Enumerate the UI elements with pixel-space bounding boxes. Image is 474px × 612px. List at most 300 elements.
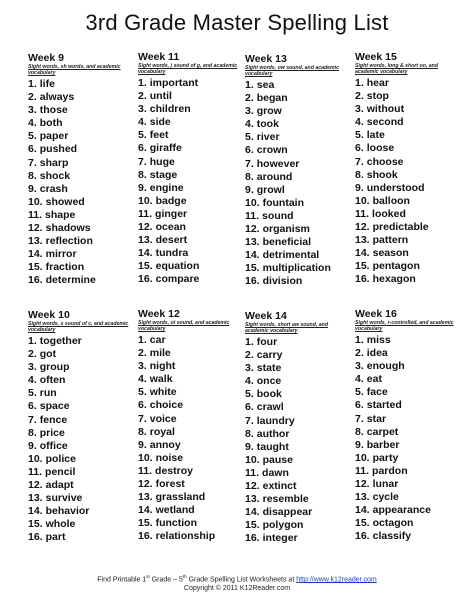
list-item: [355, 103, 463, 116]
list-item: [28, 222, 136, 235]
footer-line-1: [0, 572, 474, 584]
list-item: [245, 158, 353, 171]
list-item: [355, 399, 463, 412]
item-number: 14.: [28, 248, 43, 261]
item-number: 3.: [355, 103, 364, 116]
spelling-word: crash: [39, 182, 68, 195]
list-item: [138, 116, 246, 129]
item-number: 2.: [355, 347, 364, 360]
list-item: [355, 478, 463, 491]
list-item: [28, 183, 136, 196]
list-item: [355, 517, 463, 530]
item-number: 6.: [138, 399, 147, 412]
list-item: [355, 465, 463, 478]
item-number: 3.: [245, 105, 254, 118]
item-number: 6.: [138, 142, 147, 155]
item-number: 9.: [355, 181, 364, 194]
list-item: [28, 196, 136, 209]
spelling-word: important: [149, 77, 199, 89]
list-item: [355, 221, 463, 234]
item-number: 12.: [28, 479, 43, 492]
item-number: 2.: [138, 90, 147, 103]
item-number: 15.: [28, 261, 43, 274]
spelling-word: lunar: [372, 478, 399, 491]
list-item: [245, 118, 353, 131]
spelling-word: tundra: [155, 247, 189, 260]
list-item: [355, 208, 463, 221]
list-item: [28, 248, 136, 261]
list-item: [138, 129, 246, 142]
item-number: 11.: [245, 466, 260, 479]
spelling-word: extinct: [262, 480, 297, 493]
list-item: [138, 491, 246, 504]
list-item: [245, 401, 353, 414]
spelling-word: shook: [366, 168, 398, 181]
item-number: 11.: [245, 209, 260, 222]
list-item: [138, 221, 246, 234]
spelling-word: without: [366, 103, 405, 116]
spelling-word: taught: [256, 440, 289, 453]
spelling-word: feet: [149, 129, 169, 142]
spelling-word: stop: [366, 90, 389, 103]
list-item: [28, 130, 136, 143]
list-item: [245, 336, 353, 349]
spelling-word: season: [372, 247, 409, 260]
item-number: 9.: [138, 438, 147, 451]
spelling-word: choice: [149, 399, 184, 412]
spelling-word: disappear: [262, 506, 313, 519]
item-number: 4.: [245, 375, 254, 388]
item-number: 1.: [138, 77, 147, 89]
spelling-word: determine: [45, 274, 96, 287]
list-item: [28, 492, 136, 505]
list-item: [245, 467, 353, 480]
item-number: 8.: [28, 426, 37, 439]
word-list: [245, 79, 353, 289]
item-number: 15.: [245, 262, 260, 275]
list-item: [355, 182, 463, 195]
week-subtitle: Sight words, long & short oo, and academic vocabulary: [355, 63, 438, 76]
item-number: 8.: [355, 168, 364, 181]
item-number: 2.: [138, 347, 147, 360]
list-item: [355, 491, 463, 504]
list-item: [138, 169, 246, 182]
item-number: 8.: [138, 425, 147, 438]
spelling-word: looked: [372, 207, 406, 220]
spelling-word: stage: [149, 168, 178, 181]
item-number: 6.: [28, 143, 37, 156]
item-number: 14.: [28, 505, 43, 518]
week-title: Week 11: [138, 51, 180, 63]
spelling-word: sharp: [39, 156, 69, 169]
spelling-word: pushed: [39, 143, 78, 156]
item-number: 11.: [28, 465, 43, 478]
spelling-word: state: [256, 362, 282, 375]
list-item: [245, 375, 353, 388]
spelling-word: polygon: [262, 519, 304, 532]
item-number: 6.: [28, 400, 37, 413]
spelling-word: destroy: [155, 464, 193, 477]
spelling-word: annoy: [149, 438, 181, 451]
spelling-word: paper: [39, 130, 69, 143]
spelling-word: behavior: [45, 505, 90, 518]
spelling-word: fountain: [262, 196, 305, 209]
item-number: 16.: [28, 274, 43, 287]
item-number: 4.: [355, 373, 364, 386]
list-item: [355, 504, 463, 517]
spelling-word: function: [155, 517, 198, 530]
list-item: [245, 519, 353, 532]
spelling-word: part: [45, 531, 66, 544]
item-number: 2.: [245, 349, 254, 362]
item-number: 7.: [28, 156, 37, 169]
spelling-word: choose: [366, 155, 404, 168]
spelling-word: car: [149, 334, 166, 346]
list-item: [245, 249, 353, 262]
spelling-word: whole: [45, 518, 76, 531]
list-item: [245, 171, 353, 184]
spelling-word: engine: [149, 181, 184, 194]
item-number: 9.: [28, 439, 37, 452]
item-number: 8.: [138, 168, 147, 181]
item-number: 10.: [138, 451, 153, 464]
spelling-word: miss: [366, 334, 391, 346]
list-item: [28, 505, 136, 518]
list-item: [355, 195, 463, 208]
spelling-word: crown: [256, 144, 288, 157]
item-number: 7.: [355, 412, 364, 425]
list-item: [28, 117, 136, 130]
week-subtitle: Sight words, oi sound, and academic vocabulary: [138, 320, 230, 333]
spelling-word: walk: [149, 373, 173, 386]
item-number: 1.: [355, 77, 364, 89]
spelling-word: beneficial: [262, 236, 312, 249]
week-title: Week 9: [28, 52, 64, 64]
list-item: [245, 223, 353, 236]
list-item: [245, 105, 353, 118]
item-number: 9.: [245, 440, 254, 453]
week-column: [355, 308, 463, 544]
list-item: [138, 517, 246, 530]
list-item: [138, 156, 246, 169]
week-title: Week 13: [245, 53, 287, 65]
list-item: [355, 156, 463, 169]
list-item: [138, 399, 246, 412]
item-number: 3.: [28, 361, 37, 374]
spelling-word: crawl: [256, 401, 284, 414]
spelling-word: multiplication: [262, 262, 331, 275]
spelling-word: hexagon: [372, 273, 416, 286]
spelling-word: police: [45, 452, 76, 465]
item-number: 14.: [245, 506, 260, 519]
list-item: [355, 247, 463, 260]
list-item: [138, 208, 246, 221]
item-number: 10.: [28, 452, 43, 465]
list-item: [28, 531, 136, 544]
spelling-word: showed: [45, 195, 85, 208]
item-number: 1.: [245, 79, 254, 91]
list-item: [245, 415, 353, 428]
item-number: 13.: [138, 234, 153, 247]
item-number: 16.: [245, 532, 260, 545]
list-item: [28, 400, 136, 413]
list-item: [138, 386, 246, 399]
item-number: 6.: [245, 144, 254, 157]
item-number: 5.: [355, 386, 364, 399]
list-item: [138, 413, 246, 426]
list-item: [245, 454, 353, 467]
spelling-word: idea: [366, 347, 388, 360]
item-number: 1.: [355, 334, 364, 346]
item-number: 6.: [355, 142, 364, 155]
copyright-text: Copyright © 2011 K12Reader.com: [183, 585, 291, 593]
item-number: 15.: [245, 519, 260, 532]
list-item: [28, 157, 136, 170]
list-item: [245, 92, 353, 105]
list-item: [28, 78, 136, 91]
spelling-word: integer: [262, 532, 298, 545]
list-item: [138, 195, 246, 208]
list-item: [28, 170, 136, 183]
week-title: Week 10: [28, 309, 70, 321]
list-item: [355, 142, 463, 155]
spelling-word: side: [149, 116, 171, 129]
spelling-word: laundry: [256, 414, 295, 427]
list-item: [138, 347, 246, 360]
week-column: [28, 52, 136, 288]
spelling-word: until: [149, 90, 172, 103]
list-item: [355, 413, 463, 426]
item-number: 2.: [28, 91, 37, 104]
list-item: [28, 518, 136, 531]
spelling-word: life: [39, 78, 55, 90]
spelling-word: voice: [149, 412, 177, 425]
list-item: [28, 427, 136, 440]
spelling-word: organism: [262, 223, 310, 236]
week-subtitle: Sight words, j sound of g, and academic vocabulary: [138, 63, 238, 76]
footer-text: Grade – 5: [149, 576, 183, 584]
list-item: [28, 361, 136, 374]
list-item: [245, 493, 353, 506]
word-list: [28, 78, 136, 288]
list-item: [245, 236, 353, 249]
spelling-word: together: [39, 335, 82, 347]
list-item: [355, 116, 463, 129]
list-item: [138, 334, 246, 347]
spelling-word: book: [256, 388, 282, 401]
item-number: 14.: [138, 504, 153, 517]
week-column: [245, 310, 353, 546]
list-item: [138, 478, 246, 491]
spelling-word: night: [149, 360, 176, 373]
item-number: 12.: [28, 222, 43, 235]
item-number: 13.: [355, 491, 370, 504]
item-number: 15.: [138, 517, 153, 530]
week-column: [245, 53, 353, 289]
footer: [0, 572, 474, 593]
item-number: 10.: [138, 194, 153, 207]
list-item: [28, 479, 136, 492]
item-number: 12.: [245, 480, 260, 493]
item-number: 11.: [355, 464, 370, 477]
spelling-word: shape: [45, 208, 76, 221]
list-item: [138, 452, 246, 465]
item-number: 2.: [245, 92, 254, 105]
item-number: 7.: [138, 412, 147, 425]
list-item: [245, 144, 353, 157]
item-number: 16.: [245, 275, 260, 288]
spelling-word: giraffe: [149, 142, 182, 155]
item-number: 6.: [355, 399, 364, 412]
item-number: 12.: [138, 478, 153, 491]
word-list: [28, 335, 136, 545]
spelling-word: growl: [256, 183, 285, 196]
item-number: 10.: [355, 194, 370, 207]
word-list: [355, 334, 463, 544]
item-number: 5.: [355, 129, 364, 142]
list-item: [28, 440, 136, 453]
footer-text: Find Printable 1: [97, 576, 147, 584]
item-number: 8.: [28, 169, 37, 182]
list-item: [28, 348, 136, 361]
list-item: [245, 262, 353, 275]
item-number: 5.: [138, 386, 147, 399]
week-subtitle: Sight words, sh words, and academic vocabulary: [28, 64, 121, 77]
footer-superscript: st: [146, 574, 150, 579]
item-number: 10.: [245, 453, 260, 466]
week-column: [138, 51, 246, 287]
list-item: [138, 103, 246, 116]
spelling-word: however: [256, 157, 300, 170]
list-item: [355, 530, 463, 543]
list-item: [355, 334, 463, 347]
list-item: [355, 360, 463, 373]
spelling-word: detrimental: [262, 249, 320, 262]
list-item: [245, 184, 353, 197]
item-number: 12.: [245, 223, 260, 236]
item-number: 4.: [138, 116, 147, 129]
item-number: 6.: [245, 401, 254, 414]
week-subtitle: Sight words, r-controlled, and academic vocabulary: [355, 320, 454, 333]
list-item: [138, 77, 246, 90]
k12reader-link[interactable]: http://www.k12reader.com: [296, 576, 377, 584]
list-item: [245, 131, 353, 144]
week-subtitle: Sight words, s sound of c, and academic vocabulary: [28, 321, 129, 334]
item-number: 9.: [28, 182, 37, 195]
list-item: [245, 428, 353, 441]
week-title: Week 14: [245, 310, 287, 322]
list-item: [28, 104, 136, 117]
item-number: 7.: [138, 155, 147, 168]
item-number: 15.: [28, 518, 43, 531]
spelling-word: carpet: [366, 425, 399, 438]
item-number: 11.: [138, 464, 153, 477]
list-item: [245, 275, 353, 288]
item-number: 13.: [28, 235, 43, 248]
spelling-word: shock: [39, 169, 71, 182]
item-number: 8.: [245, 170, 254, 183]
spelling-word: run: [39, 387, 57, 400]
list-item: [355, 90, 463, 103]
spelling-word: division: [262, 275, 303, 288]
spelling-word: those: [39, 104, 68, 117]
item-number: 11.: [28, 208, 43, 221]
spelling-word: author: [256, 427, 290, 440]
list-item: [138, 530, 246, 543]
item-number: 8.: [355, 425, 364, 438]
item-number: 15.: [355, 517, 370, 530]
item-number: 13.: [138, 491, 153, 504]
word-list: [245, 336, 353, 546]
item-number: 13.: [355, 234, 370, 247]
item-number: 14.: [355, 504, 370, 517]
spelling-word: noise: [155, 451, 184, 464]
spelling-word: dawn: [262, 466, 289, 479]
list-item: [245, 210, 353, 223]
spelling-word: cycle: [372, 491, 399, 504]
footer-superscript: th: [182, 574, 187, 579]
list-item: [355, 347, 463, 360]
spelling-word: desert: [155, 234, 188, 247]
item-number: 1.: [28, 78, 37, 90]
spelling-word: children: [149, 103, 191, 116]
spelling-word: understood: [366, 181, 425, 194]
list-item: [138, 260, 246, 273]
list-item: [28, 261, 136, 274]
spelling-word: once: [256, 375, 282, 388]
footer-text: Grade Spelling List Worksheets at: [186, 576, 297, 584]
week-title: Week 16: [355, 308, 397, 320]
item-number: 12.: [355, 221, 370, 234]
item-number: 14.: [355, 247, 370, 260]
list-item: [355, 386, 463, 399]
list-item: [355, 273, 463, 286]
spelling-word: ocean: [155, 221, 186, 234]
spelling-word: equation: [155, 260, 200, 273]
spelling-word: compare: [155, 273, 200, 286]
spelling-word: octagon: [372, 517, 414, 530]
spelling-word: loose: [366, 142, 395, 155]
item-number: 5.: [245, 388, 254, 401]
spelling-word: pattern: [372, 234, 409, 247]
spelling-word: sound: [262, 209, 294, 222]
spelling-word: space: [39, 400, 70, 413]
list-item: [28, 91, 136, 104]
list-item: [355, 452, 463, 465]
list-item: [28, 453, 136, 466]
spelling-word: second: [366, 116, 404, 129]
week-column: [138, 308, 246, 544]
item-number: 14.: [138, 247, 153, 260]
item-number: 1.: [245, 336, 254, 348]
spelling-word: hear: [366, 77, 389, 89]
list-item: [245, 441, 353, 454]
spelling-word: around: [256, 170, 293, 183]
spelling-word: began: [256, 92, 288, 105]
item-number: 2.: [355, 90, 364, 103]
item-number: 3.: [138, 360, 147, 373]
list-item: [28, 387, 136, 400]
spelling-word: grow: [256, 105, 282, 118]
list-item: [355, 373, 463, 386]
item-number: 10.: [245, 196, 260, 209]
item-number: 9.: [138, 181, 147, 194]
list-item: [355, 234, 463, 247]
word-list: [355, 77, 463, 287]
item-number: 4.: [355, 116, 364, 129]
list-item: [28, 466, 136, 479]
spelling-word: eat: [366, 373, 382, 386]
